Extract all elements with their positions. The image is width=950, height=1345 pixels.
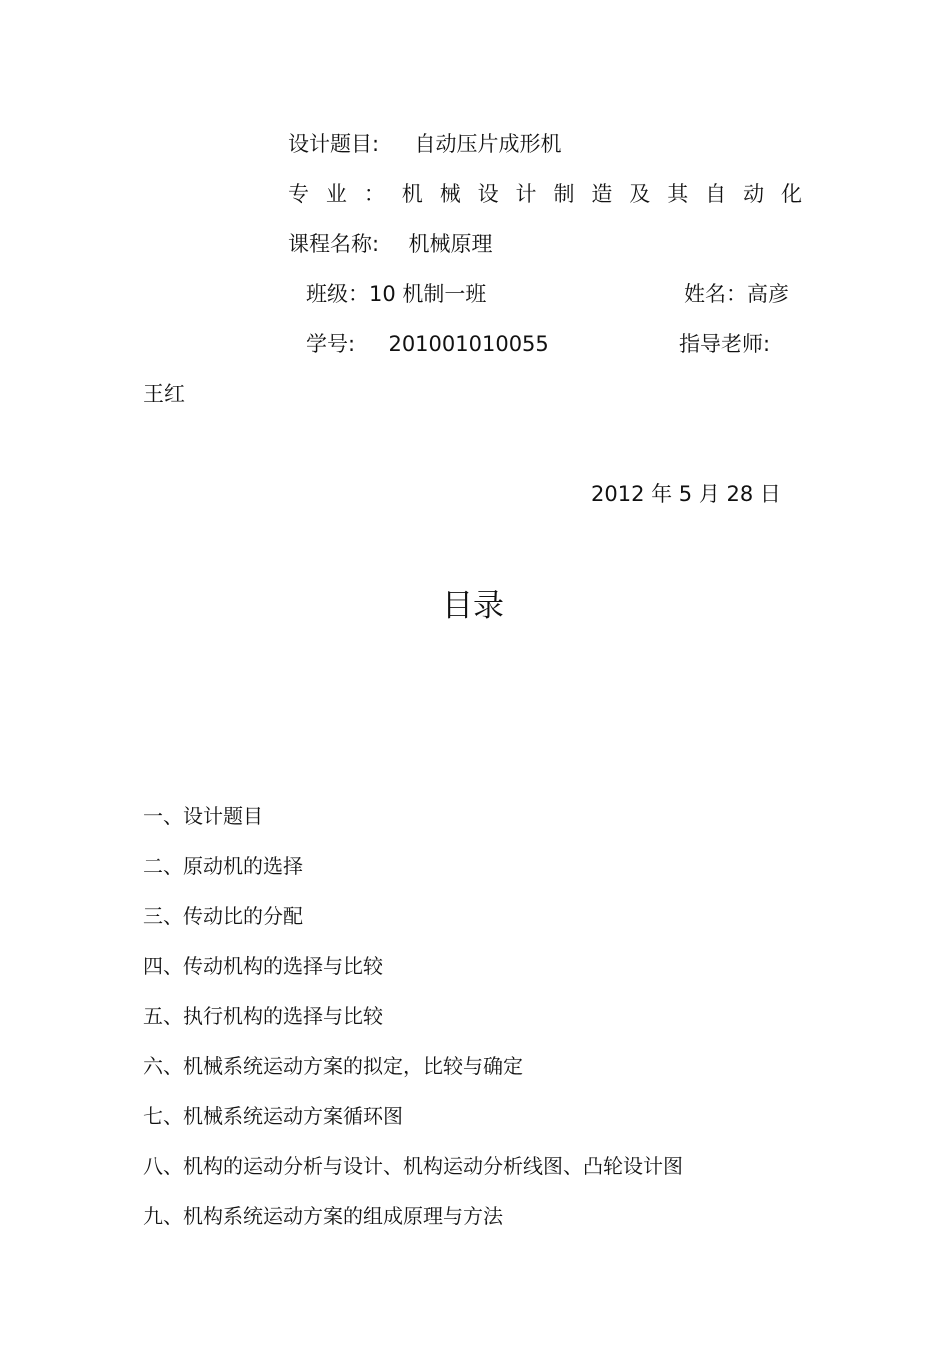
major-char: 及 <box>629 182 651 206</box>
toc-item: 二、原动机的选择 <box>143 854 303 878</box>
topic-line <box>288 131 561 157</box>
student-id-label: 学号: <box>306 332 356 356</box>
major-char: 机 <box>401 182 423 206</box>
major-line <box>288 181 802 207</box>
toc-item: 三、传动比的分配 <box>143 904 303 928</box>
major-char: 化 <box>780 182 802 206</box>
course-line <box>288 231 492 257</box>
advisor-value: 王红 <box>143 382 185 406</box>
major-char: 制 <box>553 182 575 206</box>
course-label: 课程名称: <box>288 232 380 256</box>
topic-value: 自动压片成形机 <box>414 132 562 156</box>
major-char: 计 <box>515 182 537 206</box>
student-id-line <box>306 331 549 357</box>
name-text: 姓名：高彦 <box>684 282 789 306</box>
major-char: 械 <box>439 182 461 206</box>
toc-item: 七、机械系统运动方案循环图 <box>143 1104 403 1128</box>
major-char: 业 <box>325 182 347 206</box>
date-text: 2012 年 5 月 28 日 <box>591 482 781 506</box>
student-id-value: 201001010055 <box>388 332 549 356</box>
major-char: 专 <box>288 182 309 206</box>
toc-item: 一、设计题目 <box>143 804 263 828</box>
toc-item: 四、传动机构的选择与比较 <box>143 954 383 978</box>
major-char: ： <box>363 182 385 206</box>
major-char: 设 <box>477 182 499 206</box>
major-char: 自 <box>705 182 727 206</box>
toc-item: 九、机构系统运动方案的组成原理与方法 <box>143 1204 503 1228</box>
major-char: 其 <box>667 182 689 206</box>
toc-item: 五、执行机构的选择与比较 <box>143 1004 383 1028</box>
major-char: 动 <box>743 182 765 206</box>
toc-title: 目录 <box>442 588 504 624</box>
major-char: 造 <box>591 182 613 206</box>
toc-item: 八、机构的运动分析与设计、机构运动分析线图、凸轮设计图 <box>143 1154 683 1178</box>
class-text: 班级：10 机制一班 <box>306 282 487 306</box>
advisor-label: 指导老师: <box>679 332 771 356</box>
topic-label: 设计题目: <box>288 132 380 156</box>
course-value: 机械原理 <box>408 232 493 256</box>
toc-item: 六、机械系统运动方案的拟定，比较与确定 <box>143 1054 523 1078</box>
